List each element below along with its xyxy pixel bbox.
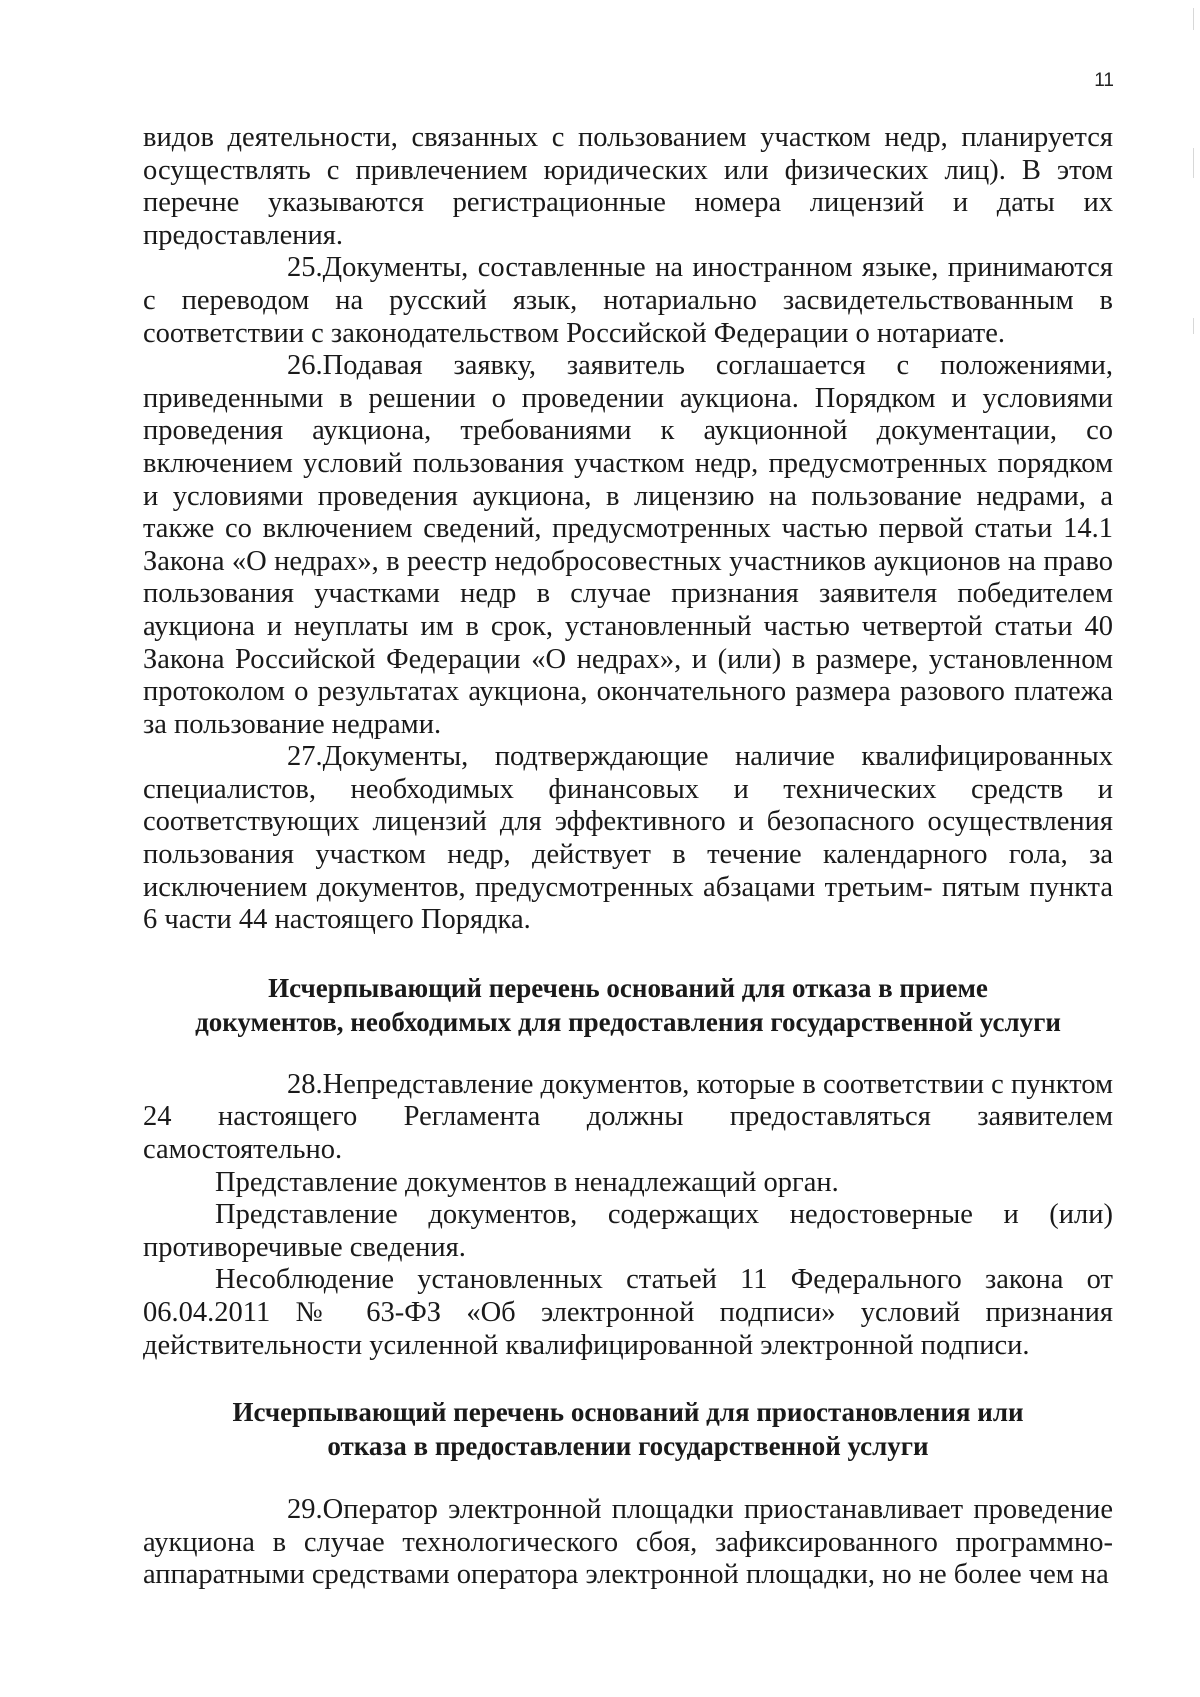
scan-artifact-line [1193,8,1194,30]
paragraph-text: Документы, составленные на иностранном языке, принимаются с переводом на русский язык, нотариально засвидетельствованным в соответствии с законодательством Российской Федерации о нотариате. [143,252,1113,349]
paragraph-text: Оператор электронной площадки приостанавливает проведение аукциона в случае технологического сбоя, зафиксированного программно-аппаратными средствами оператора электронной площадки, но не более чем на [143,1494,1113,1591]
heading-line: Исчерпывающий перечень оснований для отказа в приеме [268,972,988,1003]
paragraph-28 [143,1069,1113,1167]
paragraph-continuation [143,122,1113,252]
paragraph-text: Документы, подтверждающие наличие квалифицированных специалистов, необходимых финансовых и технических средств и соответствующих лицензий для эффективного и безопасного осуществления пользования участком недр, действует в течение календарного гола, за исключением документов, предусмотренных абзацами третьим- пятым пункта 6 части 44 настоящего Порядка. [143,741,1113,936]
paragraph-text: видов деятельности, связанных с пользованием участком недр, планируется осуществлять с привлечением юридических или физических лиц). В этом перечне указываются регистрационные номера лицензий и даты их предоставления. [143,122,1113,251]
scan-artifact-line [1193,318,1194,334]
paragraph-text: Несоблюдение установленных статьей 11 Федерального закона от 06.04.2011 № 63-ФЗ «Об электронной подписи» условий признания действительности усиленной квалифицированной электронной подписи. [143,1264,1113,1361]
paragraph-number: 28. [287,1068,323,1100]
paragraph-29 [143,1494,1113,1592]
paragraph-number: 25. [287,252,323,284]
heading-line: документов, необходимых для предоставления государственной услуги [195,1006,1061,1037]
document-body [143,122,1113,1592]
paragraph-number: 26. [287,350,323,382]
paragraph-27 [143,741,1113,937]
paragraph-text: Подавая заявку, заявитель соглашается с положениями, приведенными в решении о проведении аукциона. Порядком и условиями проведения аукциона, требованиями к аукционной документации, со включением условий пользования участком недр, предусмотренных порядком и условиями проведения аукциона, в лицензию на пользование недрами, а также со включением сведений, предусмотренных частью первой статьи 14.1 Закона «О недрах», в реестр недобросовестных участников аукционов на право пользования участками недр в случае признания заявителя победителем аукциона и неуплаты им в срок, установленный частью четвертой статьи 40 Закона Российской Федерации «О недрах», и (или) в размере, установленном протоколом о результатах аукциона, окончательного размера разового платежа за пользование недрами. [143,350,1113,740]
paragraph-number: 29. [287,1494,323,1526]
page-number: 11 [1094,70,1114,91]
paragraph-text: Представление документов, содержащих недостоверные и (или) противоречивые сведения. [143,1199,1113,1263]
paragraph-text: Представление документов в ненадлежащий орган. [215,1166,839,1198]
heading-line: отказа в предоставлении государственной услуги [327,1431,929,1462]
paragraph-signature [143,1264,1113,1362]
paragraph-improper-body [143,1167,1113,1200]
section-heading-suspension [143,1395,1113,1463]
paragraph-false-info [143,1199,1113,1264]
paragraph-25 [143,252,1113,350]
scan-artifact-line [1193,148,1194,178]
paragraph-number: 27. [287,741,323,773]
paragraph-text: Непредставление документов, которые в соответствии с пунктом 24 настоящего Регламента должны предоставляться заявителем самостоятельно. [143,1068,1113,1166]
heading-line: Исчерпывающий перечень оснований для приостановления или [232,1397,1024,1428]
paragraph-26 [143,350,1113,741]
section-heading-refusal-acceptance [143,971,1113,1039]
